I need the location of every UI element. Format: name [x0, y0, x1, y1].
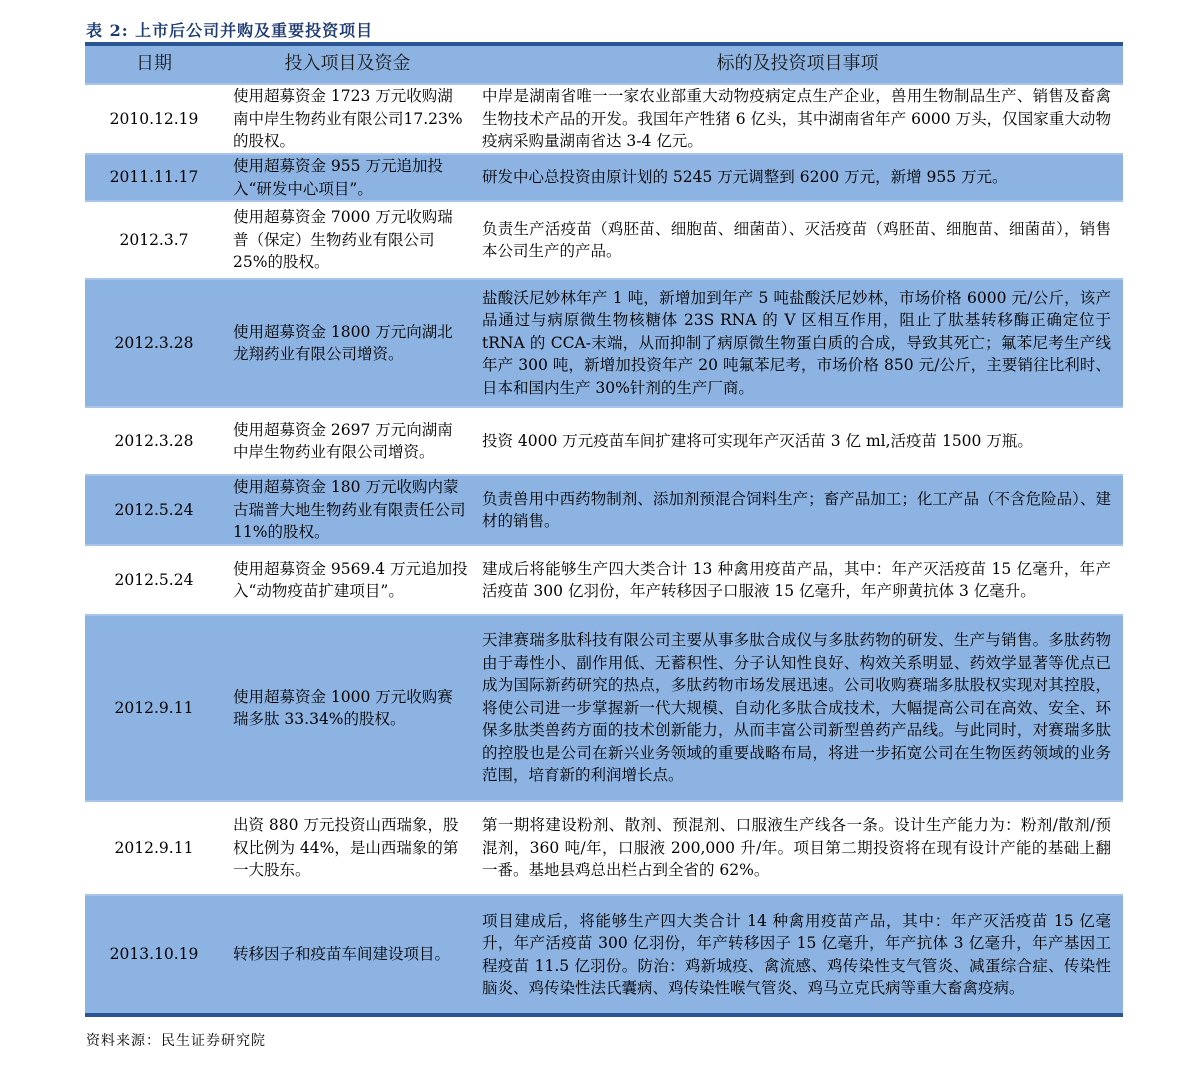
cell-date: 2013.10.19	[109, 945, 199, 964]
investment-table	[85, 42, 1123, 1017]
cell-detail: 建成后将能够生产四大类合计 13 种禽用疫苗产品，其中：年产灭活疫苗 15 亿毫升，年产活疫苗 300 亿羽份，年产转移因子口服液 15 亿毫升，年产卵黄抗体 3 亿毫升。	[482, 559, 1111, 600]
table-caption: 表 2: 上市后公司并购及重要投资项目	[86, 21, 374, 40]
cell-invest: 转移因子和疫苗车间建设项目。	[233, 945, 451, 964]
header-invest: 投入项目及资金	[284, 53, 411, 75]
table-row	[85, 201, 1123, 279]
cell-detail: 盐酸沃尼妙林年产 1 吨，新增加到年产 5 吨盐酸沃尼妙林，市场价格 6000 元/公斤，该产品通过与病原微生物核糖体 23S RNA 的 V 区相互作用，阻止了肽基转移酶正确定位于 tRNA 的 CCA-末端，从而抑制了病原微生物蛋白质的合成，导致其死亡；氟苯尼考生产线年产 300 吨，新增加投资年产 20 吨氟苯尼考，市场价格 850 元/公斤，主要销往比利时、日本和国内生产 30%针剂的生产厂商。	[482, 288, 1111, 397]
cell-detail: 研发中心总投资由原计划的 5245 万元调整到 6200 万元，新增 955 万元。	[482, 168, 1008, 187]
table-row	[85, 154, 1123, 201]
cell-detail: 中岸是湖南省唯一一家农业部重大动物疫病定点生产企业，兽用生物制品生产、销售及畜禽生物技术产品的开发。我国年产牲猪 6 亿头，其中湖南省年产 6000 万头，仅国家重大动物疫病采购量湖南省达 3-4 亿元。	[482, 87, 1111, 151]
table-row	[85, 615, 1123, 801]
cell-date: 2012.3.28	[114, 333, 194, 352]
cell-invest: 使用超募资金 1723 万元收购湖南中岸生物药业有限公司17.23%的股权。	[233, 87, 463, 151]
cell-invest: 使用超募资金 180 万元收购内蒙古瑞普大地生物药业有限责任公司 11%的股权。	[233, 478, 466, 542]
cell-detail: 项目建成后，将能够生产四大类合计 14 种禽用疫苗产品，其中：年产灭活疫苗 15 亿毫升，年产活疫苗 300 亿羽份，年产转移因子 15 亿毫升，年产抗体 3 亿毫升，年产基因工程疫苗 11.5 亿羽份。防治：鸡新城疫、禽流感、鸡传染性支气管炎、减蛋综合症、传染性脑炎、鸡传染性法氏囊病、鸡传染性喉气管炎、鸡马立克氏病等重大畜禽疫病。	[482, 911, 1111, 997]
cell-detail: 负责生产活疫苗（鸡胚苗、细胞苗、细菌苗）、灭活疫苗（鸡胚苗、细胞苗、细菌苗），销售本公司生产的产品。	[482, 219, 1111, 260]
table-body	[85, 84, 1123, 1015]
table-row	[85, 84, 1123, 154]
cell-date: 2012.3.7	[119, 230, 189, 249]
cell-date: 2011.11.17	[109, 168, 199, 187]
table-row	[85, 407, 1123, 475]
cell-date: 2012.9.11	[114, 838, 194, 857]
cell-invest: 使用超募资金 1000 万元收购赛瑞多肽 33.34%的股权。	[233, 687, 453, 728]
cell-detail: 投资 4000 万元疫苗车间扩建将可实现年产灭活苗 3 亿 ml,活疫苗 1500 万瓶。	[482, 431, 1033, 450]
cell-date: 2012.3.28	[114, 431, 194, 450]
cell-invest: 使用超募资金 955 万元追加投入“研发中心项目”。	[233, 157, 443, 198]
table-header-row	[85, 44, 1123, 84]
cell-invest: 使用超募资金 2697 万元向湖南中岸生物药业有限公司增资。	[233, 420, 453, 461]
table-row	[85, 545, 1123, 615]
cell-invest: 出资 880 万元投资山西瑞象，股权比例为 44%，是山西瑞象的第一大股东。	[233, 816, 459, 880]
cell-date: 2012.5.24	[114, 570, 194, 589]
table-row	[85, 801, 1123, 895]
cell-invest: 使用超募资金 1800 万元向湖北龙翔药业有限公司增资。	[233, 322, 453, 363]
cell-detail: 负责兽用中西药物制剂、添加剂预混合饲料生产；畜产品加工；化工产品（不含危险品）、建材的销售。	[482, 489, 1111, 530]
table-row	[85, 895, 1123, 1015]
header-date: 日期	[136, 53, 172, 75]
source-note: 资料来源：民生证券研究院	[86, 1033, 266, 1049]
cell-invest: 使用超募资金 7000 万元收购瑞普（保定）生物药业有限公司 25%的股权。	[233, 208, 453, 272]
table-row	[85, 475, 1123, 545]
header-detail: 标的及投资项目事项	[716, 53, 879, 75]
table-row	[85, 279, 1123, 407]
cell-date: 2012.5.24	[114, 500, 194, 519]
cell-date: 2012.9.11	[114, 698, 194, 717]
cell-invest: 使用超募资金 9569.4 万元追加投入“动物疫苗扩建项目”。	[233, 559, 468, 600]
cell-detail: 天津赛瑞多肽科技有限公司主要从事多肽合成仪与多肽药物的研发、生产与销售。多肽药物由于毒性小、副作用低、无蓄积性、分子认知性良好、构效关系明显、药效学显著等优点已成为国际新药研究的热点，多肽药物市场发展迅速。公司收购赛瑞多肽股权实现对其控股，将使公司进一步掌握新一代大规模、自动化多肽合成技术，大幅提高公司在高效、安全、环保多肽类兽药方面的技术创新能力，从而丰富公司新型兽药产品线。与此同时，对赛瑞多肽的控股也是公司在新兴业务领域的重要战略布局，将进一步拓宽公司在生物医药领域的业务范围，培育新的利润增长点。	[482, 631, 1111, 785]
cell-detail: 第一期将建设粉剂、散剂、预混剂、口服液生产线各一条。设计生产能力为：粉剂/散剂/预混剂，360 吨/年，口服液 200,000 升/年。项目第二期投资将在现有设计产能的基础上翻一番。基地县鸡总出栏占到全省的 62%。	[482, 816, 1111, 880]
cell-date: 2010.12.19	[109, 109, 199, 128]
